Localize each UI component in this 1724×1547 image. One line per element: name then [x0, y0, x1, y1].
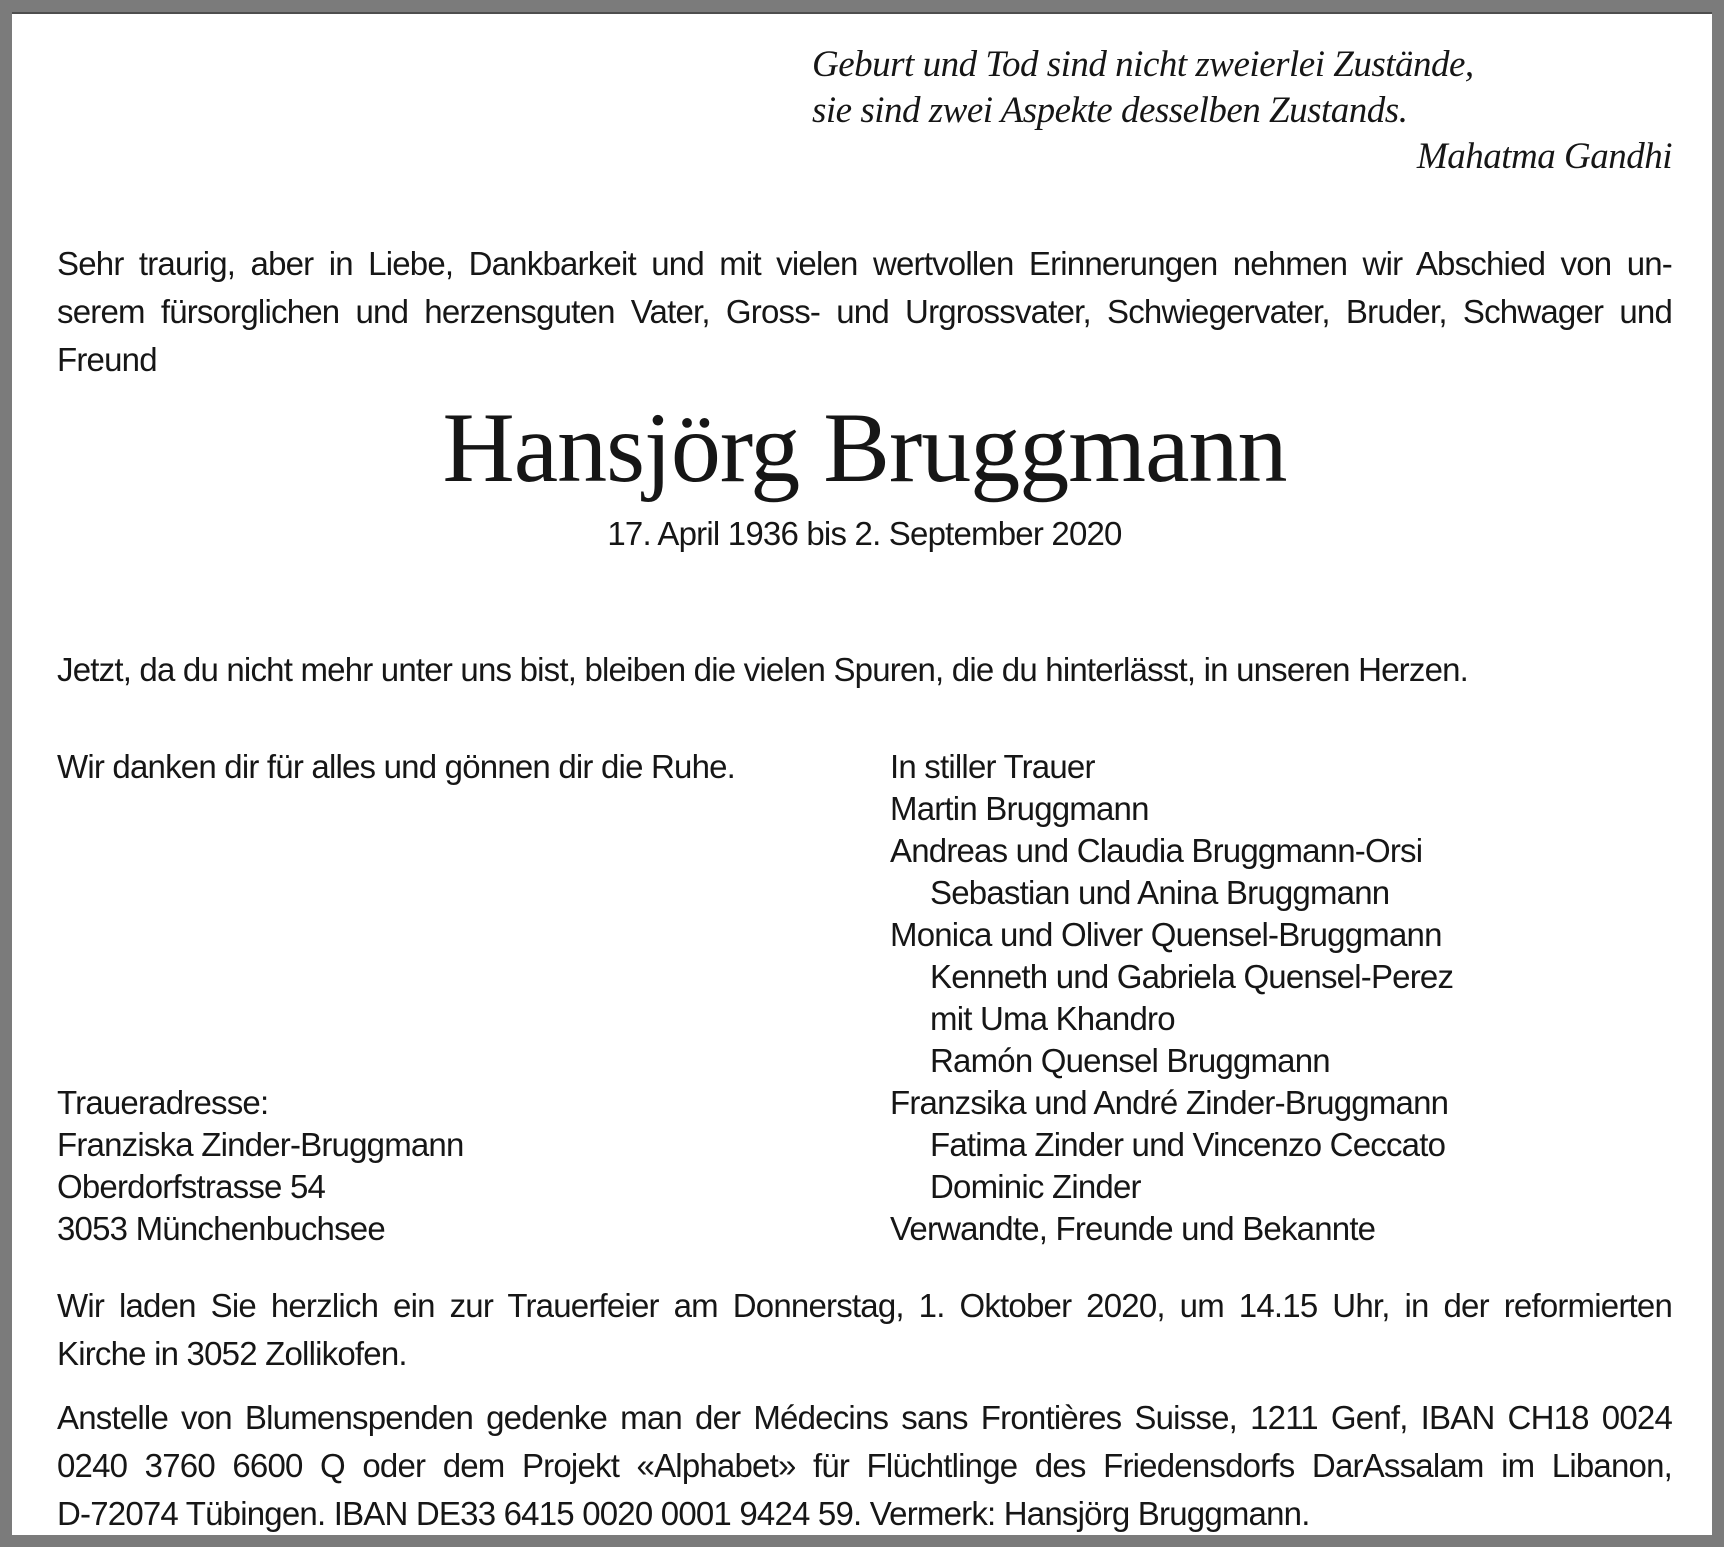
mourner-line: Verwandte, Freunde und Bekannte [890, 1210, 1376, 1247]
mourner-line: mit Uma Khandro [930, 1000, 1175, 1037]
mourning-address-line: Oberdorfstrasse 54 [57, 1168, 326, 1205]
column-spacer [57, 788, 890, 1082]
mourner-line: Andreas und Claudia Bruggmann-Orsi [890, 832, 1423, 869]
quote-block [812, 42, 1672, 180]
intro-line: serem fürsorglichen und herzensguten Vater, Gross- und Urgrossvater, Schwiegervater, Bruder, Schwager und [57, 293, 1672, 330]
mourner-line: Ramón Quensel Bruggmann [930, 1042, 1330, 1079]
mourners-column [890, 746, 1672, 1250]
mourning-address-label: Traueradresse: [57, 1084, 269, 1121]
deceased-name: Hansjörg Bruggmann [442, 392, 1287, 503]
funeral-invitation-paragraph [57, 1282, 1672, 1378]
mourner-line: Dominic Zinder [930, 1168, 1141, 1205]
intro-line: Sehr traurig, aber in Liebe, Dankbarkeit und mit vielen wertvollen Erinnerungen nehmen wir Abschied von un- [57, 245, 1672, 282]
mourning-address-line: Franziska Zinder-Bruggmann [57, 1126, 464, 1163]
mourner-line: Franzsika und André Zinder-Bruggmann [890, 1084, 1449, 1121]
thanks-line: Wir danken dir für alles und gönnen dir die Ruhe. [57, 748, 736, 785]
mourners-header: In stiller Trauer [890, 748, 1095, 785]
obituary-content [12, 12, 1712, 1538]
funeral-line: Kirche in 3052 Zollikofen. [57, 1335, 407, 1372]
donations-line: D-72074 Tübingen. IBAN DE33 6415 0020 0001 9424 59. Vermerk: Hansjörg Bruggmann. [57, 1495, 1310, 1532]
quote-line-1: Geburt und Tod sind nicht zweierlei Zustände, [812, 44, 1474, 85]
mourning-address-line: 3053 Münchenbuchsee [57, 1210, 385, 1247]
donations-paragraph [57, 1394, 1672, 1538]
funeral-line: Wir laden Sie herzlich ein zur Trauerfeier am Donnerstag, 1. Oktober 2020, um 14.15 Uhr, in der reformierten [57, 1287, 1672, 1324]
life-dates: 17. April 1936 bis 2. September 2020 [607, 515, 1122, 552]
donations-line: 0240 3760 6600 Q oder dem Projekt «Alphabet» für Flüchtlinge des Friedensdorfs DarAssalam im Libanon, [57, 1447, 1672, 1484]
quote-attribution: Mahatma Gandhi [1416, 136, 1672, 177]
quote-line-2: sie sind zwei Aspekte desselben Zustands. [812, 90, 1408, 131]
tribute-line: Jetzt, da du nicht mehr unter uns bist, bleiben die vielen Spuren, die du hinterlässt, in unseren Herzen. [57, 651, 1469, 688]
two-column-section [57, 746, 1672, 1250]
donations-line: Anstelle von Blumenspenden gedenke man der Médecins sans Frontières Suisse, 1211 Genf, IBAN CH18 0024 [57, 1399, 1672, 1436]
mourner-line: Martin Bruggmann [890, 790, 1149, 827]
intro-paragraph [57, 240, 1672, 384]
left-column [57, 746, 890, 1250]
mourner-line: Sebastian und Anina Bruggmann [930, 874, 1390, 911]
mourner-line: Kenneth und Gabriela Quensel-Perez [930, 958, 1454, 995]
mourner-line: Monica und Oliver Quensel-Bruggmann [890, 916, 1442, 953]
intro-line: Freund [57, 341, 157, 378]
mourner-line: Fatima Zinder und Vincenzo Ceccato [930, 1126, 1446, 1163]
